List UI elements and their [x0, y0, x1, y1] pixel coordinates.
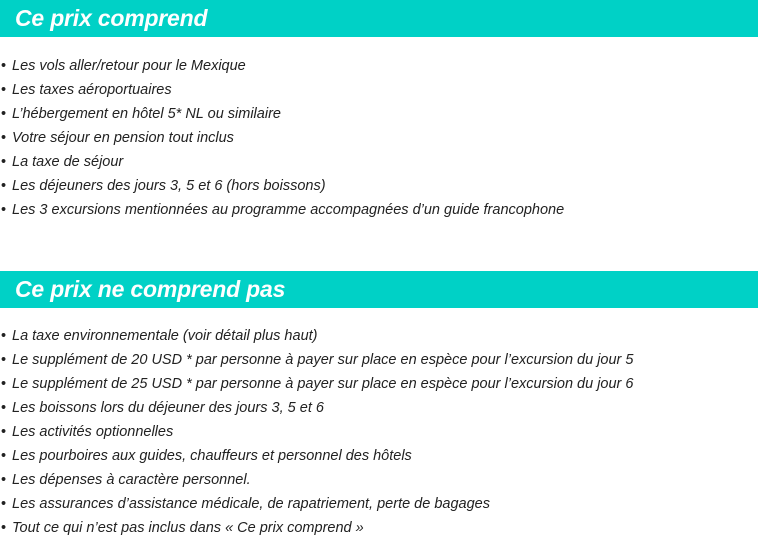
bullet-icon: • — [1, 496, 7, 512]
list-item — [0, 174, 758, 198]
excluded-section — [0, 271, 758, 540]
list-item-text: La taxe de séjour — [12, 154, 124, 170]
list-item — [0, 396, 758, 420]
excluded-title: Ce prix ne comprend pas — [15, 276, 286, 302]
bullet-icon: • — [1, 448, 7, 464]
list-item-text: Les déjeuners des jours 3, 5 et 6 (hors boissons) — [12, 178, 326, 194]
list-item — [0, 54, 758, 78]
list-item — [0, 102, 758, 126]
bullet-icon: • — [1, 376, 7, 392]
bullet-icon: • — [1, 472, 7, 488]
bullet-icon: • — [1, 520, 7, 536]
included-banner — [0, 0, 758, 37]
bullet-icon: • — [1, 178, 7, 194]
included-section — [0, 0, 758, 222]
list-item — [0, 420, 758, 444]
bullet-icon: • — [1, 130, 7, 146]
list-item-text: L’hébergement en hôtel 5* NL ou similaire — [12, 106, 281, 122]
list-item — [0, 372, 758, 396]
list-item-text: Les pourboires aux guides, chauffeurs et personnel des hôtels — [12, 448, 412, 464]
list-item-text: Le supplément de 25 USD * par personne à payer sur place en espèce pour l’excursion du jour 6 — [12, 376, 634, 392]
list-item — [0, 468, 758, 492]
included-title: Ce prix comprend — [15, 5, 208, 31]
list-item — [0, 348, 758, 372]
list-item — [0, 78, 758, 102]
list-item — [0, 126, 758, 150]
bullet-icon: • — [1, 352, 7, 368]
bullet-icon: • — [1, 58, 7, 74]
bullet-icon: • — [1, 106, 7, 122]
list-item-text: Les taxes aéroportuaires — [12, 82, 172, 98]
bullet-icon: • — [1, 154, 7, 170]
list-item-text: Votre séjour en pension tout inclus — [12, 130, 234, 146]
list-item-text: Les 3 excursions mentionnées au programme accompagnées d’un guide francophone — [12, 202, 565, 218]
excluded-list — [0, 324, 758, 540]
list-item-text: La taxe environnementale (voir détail plus haut) — [12, 328, 318, 344]
bullet-icon: • — [1, 400, 7, 416]
list-item — [0, 492, 758, 516]
list-item — [0, 324, 758, 348]
list-item-text: Les dépenses à caractère personnel. — [12, 472, 251, 488]
list-item-text: Les assurances d’assistance médicale, de rapatriement, perte de bagages — [12, 496, 490, 512]
bullet-icon: • — [1, 82, 7, 98]
list-item-text: Les boissons lors du déjeuner des jours 3, 5 et 6 — [12, 400, 324, 416]
list-item — [0, 150, 758, 174]
bullet-icon: • — [1, 328, 7, 344]
list-item-text: Les activités optionnelles — [12, 424, 174, 440]
list-item — [0, 516, 758, 540]
list-item-text: Les vols aller/retour pour le Mexique — [12, 58, 246, 74]
list-item — [0, 444, 758, 468]
list-item-text: Le supplément de 20 USD * par personne à payer sur place en espèce pour l’excursion du jour 5 — [12, 352, 634, 368]
list-item — [0, 198, 758, 222]
list-item-text: Tout ce qui n’est pas inclus dans « Ce prix comprend » — [12, 520, 364, 536]
bullet-icon: • — [1, 424, 7, 440]
excluded-banner — [0, 271, 758, 308]
bullet-icon: • — [1, 202, 7, 218]
included-list — [0, 54, 758, 222]
